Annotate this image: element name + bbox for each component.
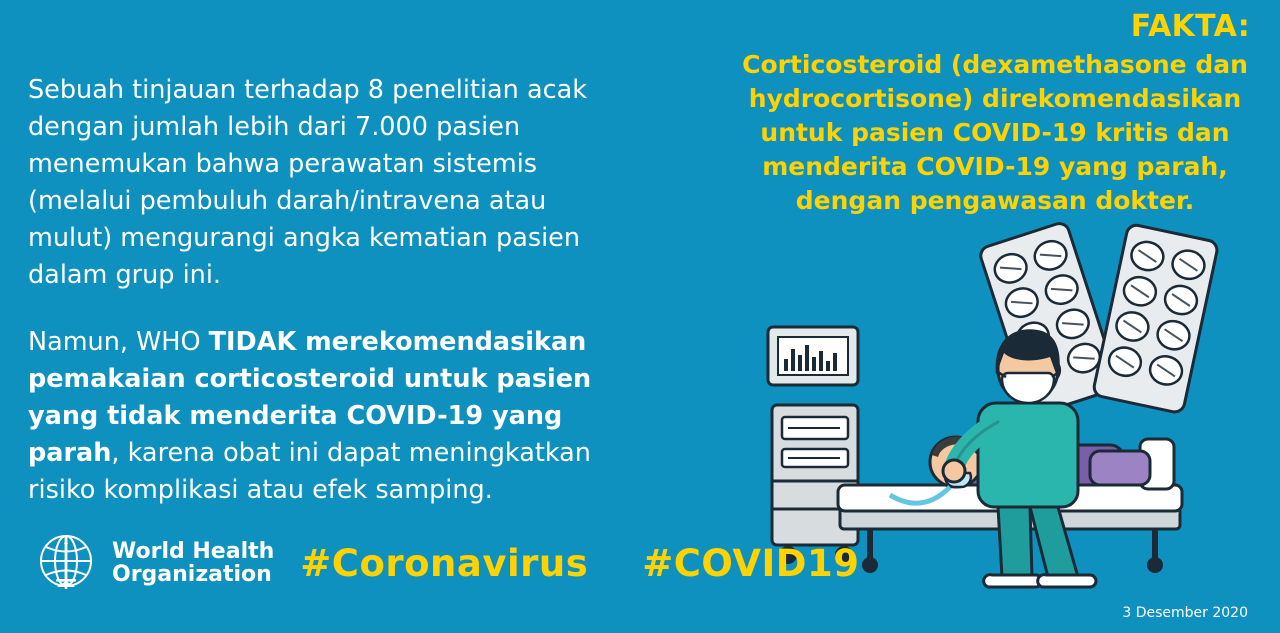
- footer-bar: [28, 531, 860, 595]
- body-paragraph-2: [28, 324, 628, 509]
- hashtag-covid19: #COVID19: [642, 541, 860, 585]
- headline-block: [740, 8, 1250, 218]
- who-name-line-2: Organization: [112, 562, 272, 587]
- paragraph-2-lead: Namun, WHO: [28, 327, 209, 357]
- hashtag-coronavirus: #Coronavirus: [300, 541, 589, 585]
- headline-label: FAKTA:: [1130, 9, 1250, 44]
- vitals-monitor-icon: [768, 327, 858, 385]
- who-logo: [28, 531, 274, 595]
- paragraph-2-tail: , karena obat ini dapat meningkatkan risiko komplikasi atau efek samping.: [28, 438, 591, 505]
- body-text-block: [28, 72, 628, 509]
- paragraph-2-bold: TIDAK merekomendasikan pemakaian corticosteroid untuk pasien yang tidak menderita COVID-19 yang parah: [28, 327, 592, 468]
- who-name-line-1: World Health: [112, 539, 275, 564]
- who-wordmark: [112, 540, 274, 586]
- body-paragraph-1: Sebuah tinjauan terhadap 8 penelitian acak dengan jumlah lebih dari 7.000 pasien menemukan bahwa perawatan sistemis (melalui pembuluh darah/intravena atau mulut) mengurangi angka kematian pasien dalam grup ini.: [28, 75, 587, 290]
- who-emblem-icon: [28, 531, 104, 595]
- headline-text: Corticosteroid (dexamethasone dan hydrocortisone) direkomendasikan untuk pasien COVID-19 kritis dan menderita COVID-19 yang parah, dengan pengawasan dokter.: [742, 50, 1248, 215]
- date-stamp: 3 Desember 2020: [1122, 605, 1248, 621]
